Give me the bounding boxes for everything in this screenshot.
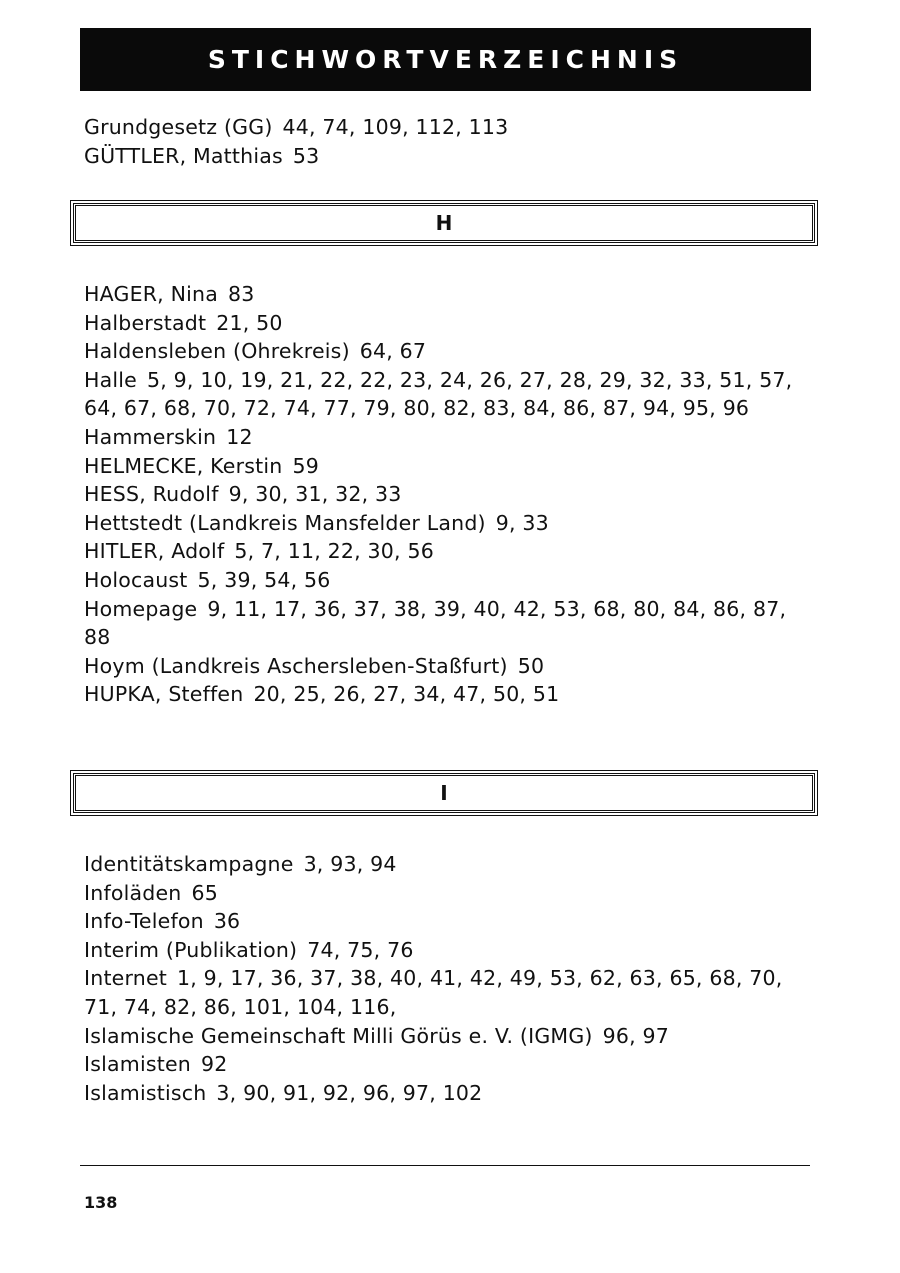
entry-term: Islamisten <box>84 1052 191 1077</box>
entry-term: HELMECKE, Kerstin <box>84 453 283 478</box>
index-entry <box>84 452 814 481</box>
index-entry <box>84 337 814 366</box>
page-title: STICHWORTVERZEICHNIS <box>207 45 684 74</box>
entry-pages: 1, 9, 17, 36, 37, 38, 40, 41, 42, 49, 53, 62, 63, 65, 68, 70, 71, 74, 82, 86, 101, 104, 116, <box>84 966 783 1019</box>
entry-term: HESS, Rudolf <box>84 482 219 507</box>
letter-heading-i <box>73 773 815 813</box>
index-entry <box>84 113 814 142</box>
entry-term: Info-Telefon <box>84 909 204 934</box>
entry-term: Halle <box>84 367 137 392</box>
entry-pages: 36 <box>213 909 241 934</box>
index-section-g <box>84 113 814 170</box>
entry-pages: 3, 90, 91, 92, 96, 97, 102 <box>216 1080 483 1105</box>
entry-term: Grundgesetz (GG) <box>84 115 273 139</box>
entry-pages: 5, 7, 11, 22, 30, 56 <box>234 539 434 564</box>
index-entry <box>84 142 814 171</box>
entry-pages: 12 <box>226 424 253 449</box>
footer-divider <box>80 1165 810 1166</box>
page-number: 138 <box>84 1193 118 1212</box>
entry-term: Homepage <box>84 596 198 621</box>
index-entry <box>84 652 814 681</box>
entry-term: Islamische Gemeinschaft Milli Görüs e. V. (IGMG) <box>84 1023 593 1048</box>
entry-pages: 64, 67 <box>359 339 427 364</box>
index-entry <box>84 879 814 908</box>
index-entry <box>84 480 814 509</box>
entry-term: Hettstedt (Landkreis Mansfelder Land) <box>84 510 486 535</box>
index-entry <box>84 1050 814 1079</box>
entry-term: Islamistisch <box>84 1080 207 1105</box>
entry-term: Identitätskampagne <box>84 852 294 876</box>
index-entry <box>84 680 814 709</box>
page-header <box>80 28 811 91</box>
entry-term: Internet <box>84 966 167 991</box>
entry-pages: 21, 50 <box>216 310 283 335</box>
index-entry <box>84 964 814 1021</box>
letter-heading-h <box>73 203 815 243</box>
index-entry <box>84 907 814 936</box>
entry-pages: 59 <box>292 453 319 478</box>
entry-term: HITLER, Adolf <box>84 539 225 564</box>
entry-term: Hammerskin <box>84 424 217 449</box>
index-entry <box>84 509 814 538</box>
entry-pages: 5, 39, 54, 56 <box>197 567 331 592</box>
entry-term: Interim (Publikation) <box>84 937 298 962</box>
entry-pages: 96, 97 <box>602 1023 670 1048</box>
entry-term: Infoläden <box>84 880 182 905</box>
entry-pages: 9, 30, 31, 32, 33 <box>228 482 402 507</box>
entry-pages: 9, 33 <box>495 510 549 535</box>
index-section-i <box>84 850 814 1107</box>
entry-pages: 53 <box>292 143 320 168</box>
entry-term: Holocaust <box>84 567 188 592</box>
index-entry <box>84 566 814 595</box>
section-letter: H <box>435 211 453 235</box>
index-entry <box>84 1079 814 1108</box>
entry-pages: 83 <box>227 282 255 306</box>
entry-term: Halberstadt <box>84 310 207 335</box>
index-entry <box>84 366 814 423</box>
entry-pages: 65 <box>191 880 218 905</box>
index-entry <box>84 850 814 879</box>
entry-pages: 9, 11, 17, 36, 37, 38, 39, 40, 42, 53, 68, 80, 84, 86, 87, 88 <box>84 596 787 650</box>
entry-term: GÜTTLER, Matthias <box>84 143 283 168</box>
entry-term: HAGER, Nina <box>84 282 218 306</box>
index-entry <box>84 309 814 338</box>
entry-term: Haldensleben (Ohrekreis) <box>84 339 350 364</box>
index-entry <box>84 1022 814 1051</box>
index-entry <box>84 423 814 452</box>
index-entry <box>84 936 814 965</box>
index-entry <box>84 595 814 652</box>
entry-pages: 20, 25, 26, 27, 34, 47, 50, 51 <box>253 682 560 707</box>
section-letter: I <box>440 781 448 805</box>
index-entry <box>84 537 814 566</box>
index-section-h <box>84 280 814 709</box>
entry-pages: 5, 9, 10, 19, 21, 22, 22, 23, 24, 26, 27, 28, 29, 32, 33, 51, 57, 64, 67, 68, 70, 72, 74, 77, 79, 80, 82, 83, 84, 86, 87, 94, 95, 96 <box>84 367 793 421</box>
entry-pages: 92 <box>200 1052 228 1077</box>
entry-pages: 50 <box>517 653 545 678</box>
entry-term: Hoym (Landkreis Aschersleben-Staßfurt) <box>84 653 508 678</box>
index-entry <box>84 280 814 309</box>
entry-pages: 74, 75, 76 <box>307 937 414 962</box>
entry-pages: 44, 74, 109, 112, 113 <box>282 115 509 139</box>
entry-pages: 3, 93, 94 <box>303 852 397 876</box>
entry-term: HUPKA, Steffen <box>84 682 244 707</box>
